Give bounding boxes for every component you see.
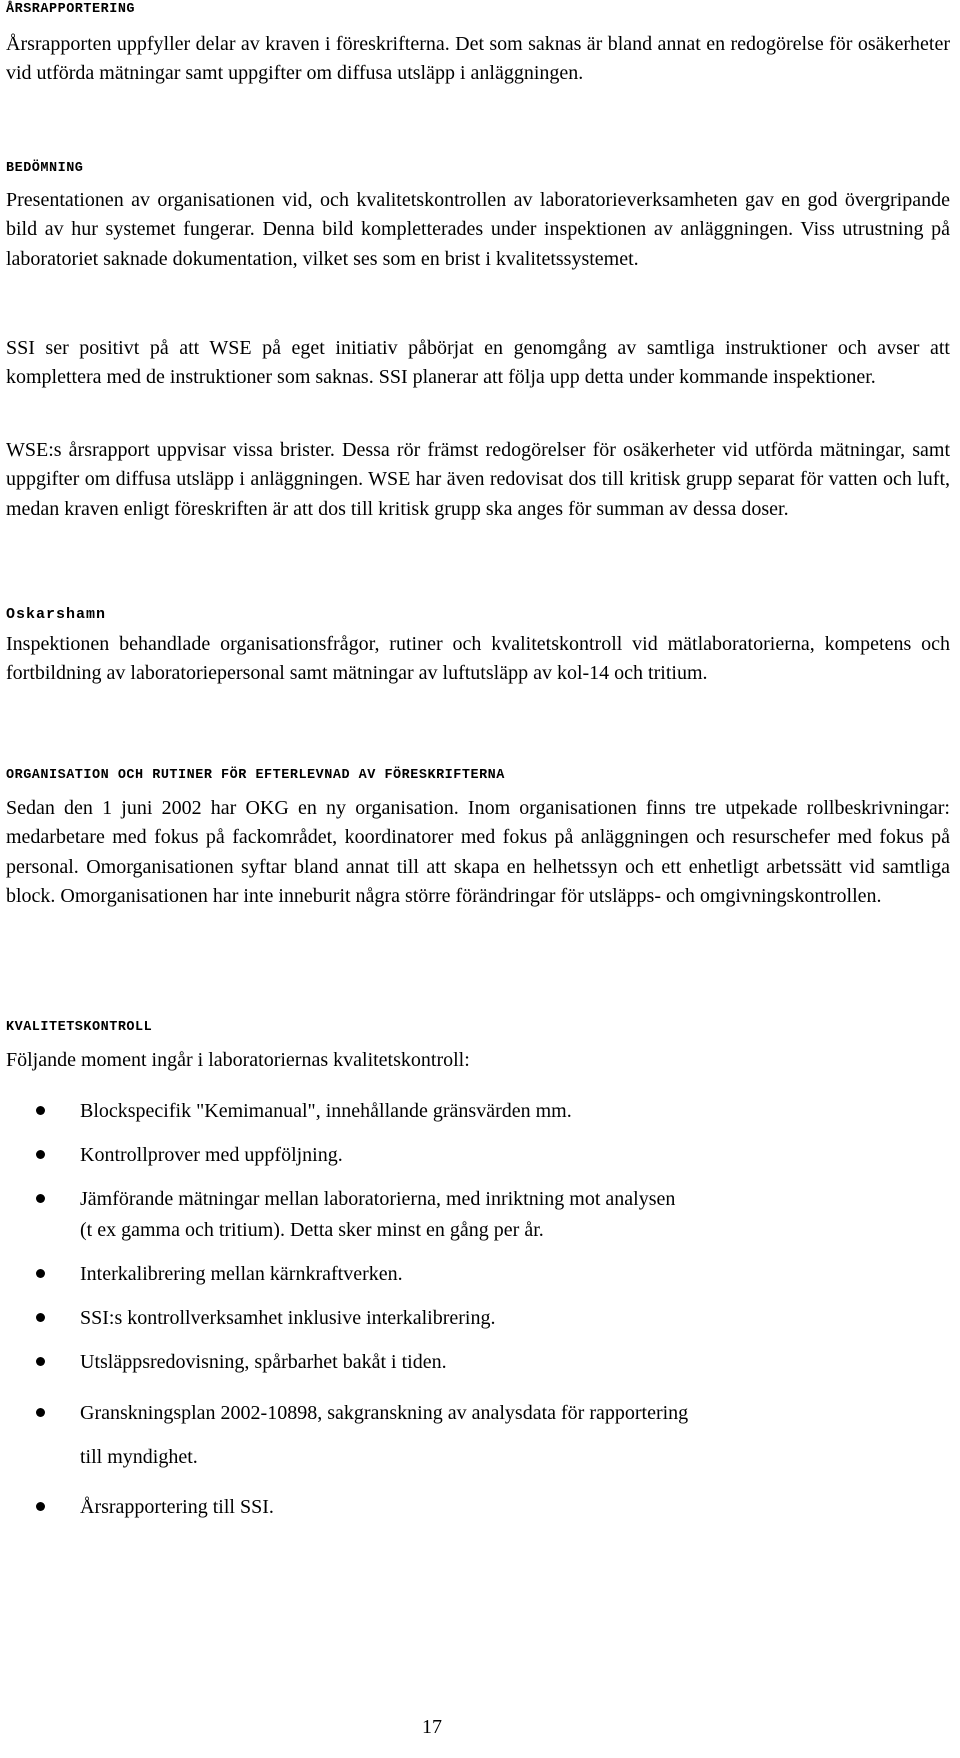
bullet-icon (36, 1502, 45, 1511)
bullet-icon (36, 1357, 45, 1366)
list-item (6, 1096, 950, 1127)
list-item-text: Jämförande mätningar mellan laboratorierna, med inriktning mot analysen (80, 1188, 676, 1210)
document-page (6, 0, 950, 1758)
section-heading-kvalitetskontroll: KVALITETSKONTROLL (6, 1020, 153, 1035)
bullet-icon (36, 1313, 45, 1322)
bullet-icon (36, 1408, 45, 1417)
list-item-text-continued: (t ex gamma och tritium). Detta sker minst en gång per år. (80, 1219, 544, 1241)
section-heading-arsrapportering: ÅRSRAPPORTERING (6, 2, 136, 17)
list-item-text: Årsrapportering till SSI. (80, 1496, 274, 1518)
paragraph-oskarshamn: Inspektionen behandlade organisationsfrågor, rutiner och kvalitetskontroll vid mätlaboratorierna, kompetens och fortbildning av laboratoriepersonal samt mätningar av luftutsläpp av kol-14 och tritium. (6, 633, 950, 685)
paragraph-kvalitetskontroll-intro: Följande moment ingår i laboratoriernas kvalitetskontroll: (6, 1049, 470, 1071)
paragraph-bedomning-3: WSE:s årsrapport uppvisar vissa brister. Dessa rör främst redogörelser för osäkerheter vid utförda mätningar, samt uppgifter om diffusa utsläpp i anläggningen. WSE har även redovisat dos till kritisk grupp separat för vatten och luft, medan kraven enligt föreskriften är att dos till kritisk grupp ska anges för summan av dessa doser. (6, 439, 950, 520)
paragraph-arsrapportering: Årsrapporten uppfyller delar av kraven i föreskrifterna. Det som saknas är bland annat en redogörelse för osäkerheter vid utförda mätningar samt uppgifter om diffusa utsläpp i anläggningen. (6, 33, 950, 85)
list-item (6, 1347, 950, 1378)
list-item-text-continued: till myndighet. (80, 1446, 198, 1468)
page-number: 17 (422, 1716, 442, 1738)
list-item-text: Utsläppsredovisning, spårbarhet bakåt i tiden. (80, 1351, 447, 1373)
list-item-text: Blockspecifik "Kemimanual", innehållande gränsvärden mm. (80, 1100, 572, 1122)
list-item (6, 1140, 950, 1171)
list-item (6, 1492, 950, 1523)
list-item-text: Granskningsplan 2002-10898, sakgranskning av analysdata för rapportering (80, 1402, 689, 1424)
list-item-text: Kontrollprover med uppföljning. (80, 1144, 343, 1166)
list-item (6, 1391, 950, 1479)
section-heading-bedomning: BEDÖMNING (6, 161, 84, 176)
quality-control-list (6, 1096, 950, 1536)
bullet-icon (36, 1269, 45, 1278)
bullet-icon (36, 1150, 45, 1159)
section-heading-oskarshamn: Oskarshamn (6, 606, 107, 623)
section-heading-organisation: ORGANISATION OCH RUTINER FÖR EFTERLEVNAD AV FÖRESKRIFTERNA (6, 768, 505, 783)
bullet-icon (36, 1106, 45, 1115)
list-item (6, 1184, 950, 1246)
list-item-text: SSI:s kontrollverksamhet inklusive interkalibrering. (80, 1307, 496, 1329)
paragraph-organisation: Sedan den 1 juni 2002 har OKG en ny organisation. Inom organisationen finns tre utpekade rollbeskrivningar: medarbetare med fokus på fackområdet, koordinatorer med fokus på anläggningen och resurschefer med fokus på personal. Omorganisationen syftar bland annat till att skapa en helhetssyn och ett enhetligt arbetssätt vid samtliga block. Omorganisationen har inte inneburit några större förändringar för utsläpps- och omgivningskontrollen. (6, 797, 950, 907)
paragraph-bedomning-2: SSI ser positivt på att WSE på eget initiativ påbörjat en genomgång av samtliga instruktioner och avser att komplettera med de instruktioner som saknas. SSI planerar att följa upp detta under kommande inspektioner. (6, 337, 950, 389)
bullet-icon (36, 1194, 45, 1203)
list-item-text: Interkalibrering mellan kärnkraftverken. (80, 1263, 403, 1285)
list-item (6, 1303, 950, 1334)
paragraph-bedomning-1: Presentationen av organisationen vid, och kvalitetskontrollen av laboratorieverksamheten gav en god övergripande bild av hur systemet fungerar. Denna bild kompletterades under inspektionen av anläggningen. Viss utrustning på laboratoriet saknade dokumentation, vilket ses som en brist i kvalitetssystemet. (6, 189, 950, 270)
list-item (6, 1259, 950, 1290)
